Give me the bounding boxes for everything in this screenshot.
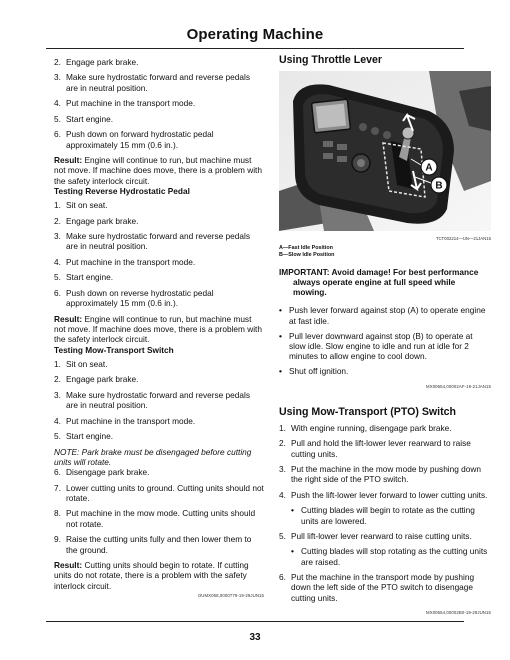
bullet-text: Push lever forward against stop (A) to operate engine at fast idle. [289, 305, 486, 326]
step-number: 3. [54, 389, 61, 400]
pto-steps-list [279, 423, 491, 500]
step-item [54, 288, 264, 309]
bullet-dot-icon: • [279, 365, 282, 376]
step-number: 5. [54, 431, 61, 442]
bullet-item [279, 331, 491, 362]
step-number: 4. [54, 415, 61, 426]
bullet-text: Pull lever downward against stop (B) to operate at slow idle. Slow engine to idle and run at idle for 2 minutes to allow engine to cool down. [289, 330, 473, 362]
step-text: Put the machine in the mow mode by pushing down the right side of the PTO switch. [291, 464, 482, 485]
step-number: 3. [279, 464, 286, 475]
bullet-item [279, 305, 491, 326]
throttle-lever-figure [279, 71, 510, 231]
figure-reference-code: TCT002214—UN—21JAN15 [435, 236, 491, 242]
steps-list-reverse [54, 200, 264, 308]
step-number: 1. [279, 422, 286, 433]
step-item [54, 390, 264, 411]
step-item [54, 72, 264, 93]
step-text: Disengage park brake. [66, 467, 150, 478]
steps-list-mow [54, 359, 264, 442]
step-item [54, 129, 264, 150]
step-number: 2. [54, 374, 61, 385]
callout-a-label: A [425, 162, 433, 174]
step-item [54, 231, 264, 252]
bullet-item [279, 366, 491, 376]
steps-list-mow-continued [54, 467, 264, 555]
step-item [54, 98, 264, 108]
pto-step-6: 6. Put the machine in the transport mode by pushing down the left side of the PTO switch to disengage cutting units. [279, 572, 475, 603]
step-item [279, 423, 491, 433]
step-item [54, 272, 264, 282]
step-text: Lower cutting units to ground. Cutting units should not rotate. [66, 482, 264, 503]
page-number: 33 [249, 632, 261, 643]
step-number: 2. [54, 57, 61, 67]
throttle-console-illustration [279, 71, 491, 231]
step-number: 5. [54, 113, 61, 124]
step-item [54, 431, 264, 441]
step-text: Put machine in the mow mode. Cutting units should not rotate. [66, 508, 256, 529]
bullet-dot-icon: • [279, 305, 282, 316]
step-text: Engage park brake. [66, 215, 139, 226]
step-number: 6. [54, 467, 61, 478]
pto-step-5: 5. Pull lift-lower lever rearward to raise cutting units. [279, 530, 472, 541]
important-notice: IMPORTANT: Avoid damage! For best performance always operate engine at full speed while mowing. [279, 266, 479, 298]
step-text: Push the lift-lower lever forward to lower cutting units. [291, 489, 488, 500]
right-column [279, 55, 491, 618]
legend-item-b: B—Slow Idle Position [279, 251, 335, 258]
step-text: Make sure hydrostatic forward and reverse pedals are in neutral position. [66, 389, 251, 411]
pto-sub-bullet-1: • Cutting blades will begin to rotate as the cutting units are lowered. [291, 505, 475, 526]
step-item [54, 359, 264, 369]
step-number: 6. [54, 287, 61, 298]
note-park-brake: NOTE: Park brake must be disengaged before cutting units will rotate. [54, 446, 252, 467]
step-text: Start engine. [66, 272, 114, 283]
step-number: 5. [54, 272, 61, 283]
step-number: 3. [54, 231, 61, 242]
step-text: Engage park brake. [66, 374, 139, 385]
pto-reference-code: MX00654,00002B0-19-29JUN15 [426, 610, 491, 616]
result-reverse: Result: Engine will continue to run, but machine must not move. If machine does move, there is a problem with the safety interlock circuit. [54, 313, 262, 345]
step-item [54, 114, 264, 124]
step-text: Sit on seat. [66, 200, 108, 211]
step-number: 1. [54, 200, 61, 211]
step-text: Push down on forward hydrostatic pedal approximately 15 mm (0.6 in.). [66, 129, 214, 150]
throttle-section-title: Using Throttle Lever [279, 54, 383, 66]
bullet-dot-icon: • [279, 330, 282, 341]
page-title: Operating Machine [186, 26, 324, 43]
step-text: Pull and hold the lift-lower lever rearward to raise cutting units. [291, 438, 471, 459]
step-number: 4. [279, 489, 286, 500]
step-text: Push down on reverse hydrostatic pedal approximately 15 mm (0.6 in.). [66, 287, 214, 309]
step-text: Start engine. [66, 431, 114, 442]
step-item [54, 374, 264, 384]
step-text: Put machine in the transport mode. [66, 256, 196, 267]
step-item [54, 257, 264, 267]
steps-list-forward [54, 57, 264, 150]
step-number: 2. [54, 215, 61, 226]
step-number: 6. [54, 129, 61, 140]
step-number: 4. [54, 256, 61, 267]
step-item [54, 534, 264, 555]
step-item [54, 200, 264, 210]
title-rule [46, 48, 464, 49]
step-text: Make sure hydrostatic forward and reverse pedals are in neutral position. [66, 72, 251, 93]
step-item [54, 216, 264, 226]
step-item [54, 483, 264, 504]
step-number: 8. [54, 508, 61, 519]
step-text: Start engine. [66, 113, 114, 124]
step-item [54, 57, 264, 67]
callout-b-label: B [435, 180, 443, 192]
step-item [279, 438, 491, 459]
pto-section-title: Using Mow-Transport (PTO) Switch [279, 405, 456, 418]
footer-rule [46, 621, 464, 622]
step-number: 2. [279, 438, 286, 449]
step-text: Make sure hydrostatic forward and reverse pedals are in neutral position. [66, 231, 251, 252]
left-column [54, 57, 264, 601]
step-item [279, 464, 491, 485]
result-forward: Result: Engine will continue to run, but machine must not move. If machine does move, there is a problem with the safety interlock circuit. [54, 155, 262, 186]
pto-sub-bullet-2: • Cutting blades will stop rotating as the cutting units are raised. [291, 546, 488, 567]
heading-mow-transport: Testing Mow-Transport Switch [54, 344, 174, 355]
step-text: Raise the cutting units fully and then lower them to the ground. [66, 534, 252, 555]
step-text: Engage park brake. [66, 57, 139, 67]
step-number: 3. [54, 72, 61, 83]
step-number: 9. [54, 534, 61, 545]
step-item [54, 416, 264, 426]
heading-reverse-pedal: Testing Reverse Hydrostatic Pedal [54, 185, 190, 196]
throttle-bullet-list [279, 305, 491, 376]
throttle-reference-code: MX00654,00002AF-19-21JAN15 [426, 384, 491, 390]
step-text: Sit on seat. [66, 358, 108, 369]
figure-legend [279, 245, 491, 259]
step-number: 1. [54, 358, 61, 369]
step-item [54, 508, 264, 529]
step-text: Put machine in the transport mode. [66, 415, 196, 426]
bullet-text: Shut off ignition. [289, 365, 349, 376]
step-text: Put machine in the transport mode. [66, 98, 196, 109]
step-text: With engine running, disengage park brake. [291, 422, 452, 433]
left-reference-code: OUMX068,0000779-19-29JUN15 [197, 592, 264, 598]
step-item [54, 467, 264, 477]
step-number: 4. [54, 98, 61, 109]
step-item [279, 490, 491, 500]
result-mow: Result: Cutting units should begin to rotate. If cutting units do not rotate, there is a problem with the safety interlock circuit. [54, 560, 249, 591]
legend-item-a: A—Fast Idle Position [279, 244, 333, 251]
step-number: 7. [54, 482, 61, 493]
